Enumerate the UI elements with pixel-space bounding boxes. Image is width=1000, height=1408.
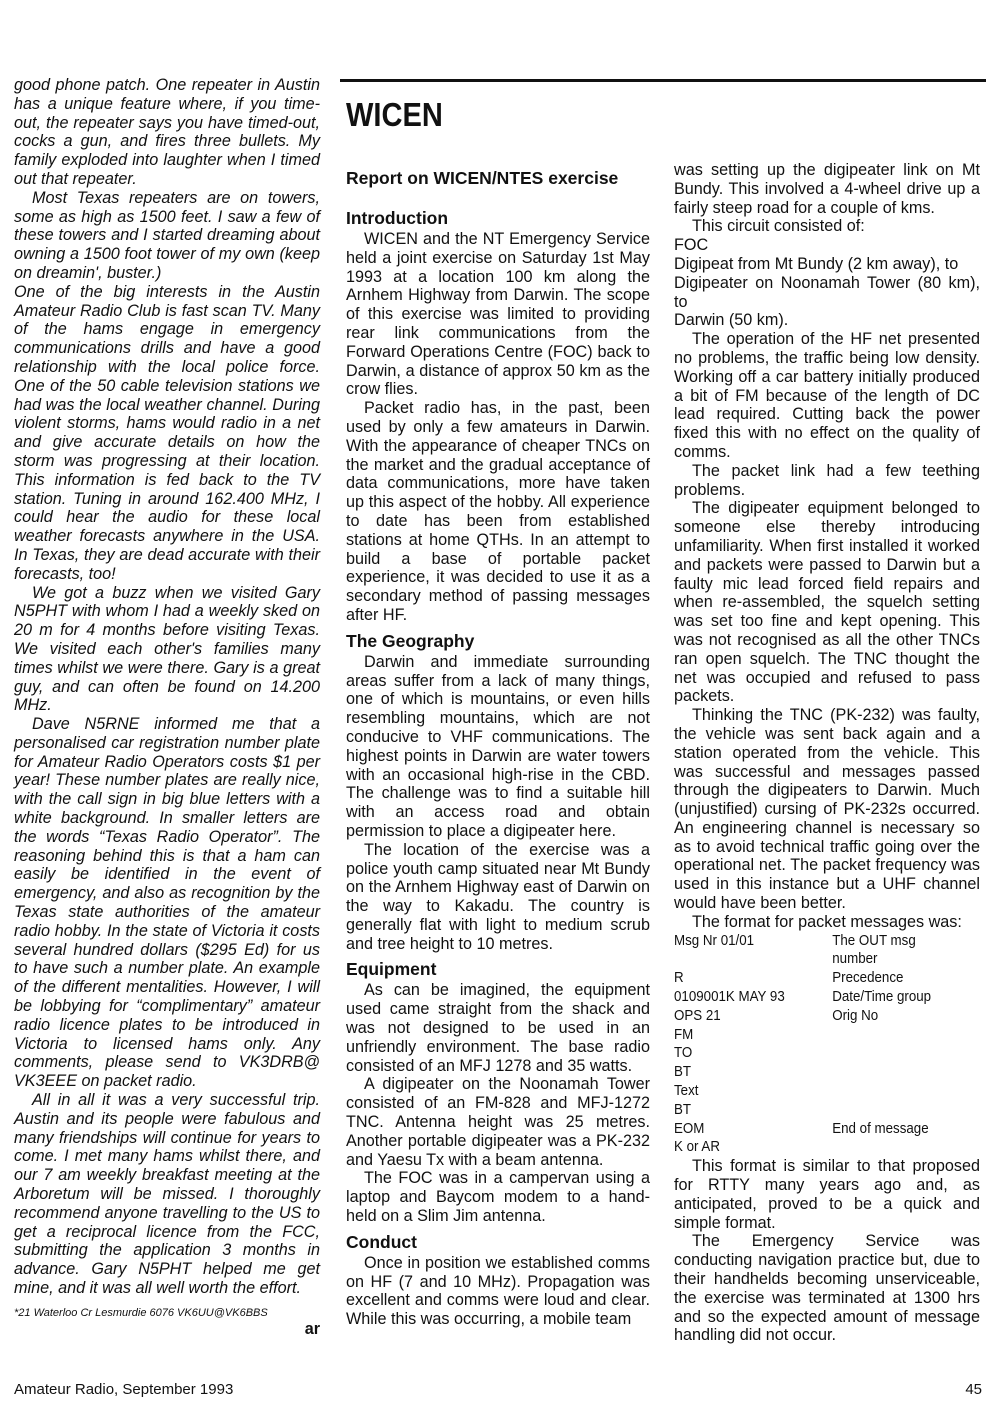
paragraph: The digipeater equipment belonged to someone else thereby introducing unfamiliarity. When first installed it worked and packets were passed to Darwin but a faulty mic lead forced field repairs and when re-assembled, the squelch setting was set too fine and kept opening. This was not recognised as all the other TNCs ran open squelch. The TNC thought the net was occupied and refused to pass packets. — [674, 499, 980, 706]
paragraph: A digipeater on the Noonamah Tower consisted of an FM-828 and MFJ-1272 TNC. Antenna height was 25 metres. Another portable digipeater was a PK-232 and Yaesu Tx with a beam antenna. — [346, 1075, 650, 1169]
format-desc — [832, 1101, 955, 1120]
column-3 — [674, 161, 980, 1345]
section-rule — [340, 79, 986, 82]
format-desc — [832, 1063, 955, 1082]
heading-introduction: Introduction — [346, 208, 449, 228]
circuit-intro: This circuit consisted of: — [692, 217, 865, 236]
author-footnote: *21 Waterloo Cr Lesmurdie 6076 VK6UU@VK6BBS — [14, 1306, 268, 1319]
format-row — [674, 1138, 956, 1157]
format-desc: Date/Time group — [832, 989, 932, 1006]
format-field: FM — [674, 1026, 694, 1043]
paragraph: The operation of the HF net presented no problems, the traffic being low density. Working off a car battery initially produced a bit of FM because of the length of DC lead required. Cutting back the power fixed this with no effect on the quality of comms. — [674, 330, 980, 461]
format-desc — [832, 1026, 955, 1045]
section-title: WICEN — [346, 96, 443, 133]
circuit-line: Digipeat from Mt Bundy (2 km away), to — [674, 254, 959, 273]
heading-equipment: Equipment — [346, 959, 437, 980]
format-desc: Orig No — [832, 1007, 879, 1024]
format-row — [674, 1082, 956, 1101]
column-2 — [346, 168, 650, 1329]
format-row — [674, 1026, 956, 1045]
col1-paragraph: All in all it was a very successful trip. Austin and its people were fabulous and many friendships will continue for years to come. I met many hams whilst there, and our 7 am weekly breakfast meeting at the Arboretum will be missed. I thoroughly recommend anyone travelling to the US to get a reciprocal licence from the FCC, submitting the application 3 months in advance. Gary N5PHT helped me get mine, and it was all well worth the effort. — [14, 1091, 320, 1297]
format-desc: The OUT msg number — [832, 932, 916, 968]
format-field: 0109001K MAY 93 — [674, 989, 785, 1006]
format-field: BT — [674, 1064, 692, 1081]
col1-paragraph: Dave N5RNE informed me that a personalised car registration number plate for Amateur Radio Operators costs $1 per year! These number plates are really nice, with the call sign in big blue letters with a white background. In smaller letters are the words “Texas Radio Operator”. The reasoning behind this is that a ham can easily be identified in the event of emergency, and also as recognition by the Texas state authorities of the amateur radio hobby. In the state of Victoria it costs several hundred dollars ($295 Ed) for us to have such a number plate. An example of the different mentalities. However, I will be lobbying for “complimentary” amateur radio licence plates to be introduced in Victoria to licensed hams only. Any comments, please send to VK3DRB@ VK3EEE on packet radio. — [14, 715, 320, 1091]
format-row — [674, 1101, 956, 1120]
circuit-line: Digipeater on Noonamah Tower (80 km), to — [674, 273, 980, 311]
format-field: Msg Nr 01/01 — [674, 932, 755, 949]
format-row — [674, 1007, 956, 1026]
format-row — [674, 1063, 956, 1082]
paragraph: Packet radio has, in the past, been used by only a few amateurs in Darwin. With the appearance of cheaper TNCs on the market and the gradual acceptance of data communications, more have taken up this aspect of the hobby. All experience to date has been from established stations at home QTHs. In an attempt to build a base of portable packet experience, it was decided to use it as a secondary method of passing messages after HF. — [346, 399, 650, 624]
col1-paragraph: One of the big interests in the Austin Amateur Radio Club is fast scan TV. Many of the hams engage in emergency communications drills and have a good relationship with the local police force. One of the 50 cable television stations we had was the local weather channel. During violent storms, hams would radio in a net and give accurate details on how the storm was progressing at their location. This information is fed back to the TV station. Tuning in around 162.400 MHz, I could hear the audio for these local weather forecasts anywhere in the USA. In Texas, they are dead accurate with their forecasts, too! — [14, 282, 320, 583]
col1-paragraph: We got a buzz when we visited Gary N5PHT with whom I had a weekly sked on 20 m for 4 months before visiting Texas. We visited each other's families many times whilst we were there. Gary is a great guy, and can often be found on 14.200 MHz. — [14, 583, 320, 715]
format-field: OPS 21 — [674, 1007, 721, 1024]
format-desc: Precedence — [832, 970, 904, 987]
format-field: EOM — [674, 1120, 705, 1137]
page-number: 45 — [965, 1381, 982, 1398]
format-field: K or AR — [674, 1139, 720, 1156]
paragraph: The FOC was in a campervan using a laptop and Baycom modem to a hand-held on a Slim Jim antenna. — [346, 1169, 650, 1226]
report-title: Report on WICEN/NTES exercise — [346, 168, 619, 188]
format-desc — [832, 1138, 955, 1157]
format-field: BT — [674, 1101, 692, 1118]
circuit-line: Darwin (50 km). — [674, 311, 789, 330]
format-intro: The format for packet messages was: — [692, 912, 962, 931]
format-row — [674, 1120, 956, 1139]
end-mark: ar — [304, 1319, 320, 1338]
paragraph: Thinking the TNC (PK-232) was faulty, the vehicle was sent back again and a station operated from the vehicle. This was successful and messages passed through the digipeaters to Darwin. Much (unjustified) cursing of PK-232s occurred. An engineering channel is necessary so as to avoid technical traffic going over the operational net. The packet frequency was used in this instance but a UHF channel would have been better. — [674, 706, 980, 913]
paragraph: This format is similar to that proposed for RTTY many years ago and, as anticipated, proved to be a quick and simple format. — [674, 1157, 980, 1232]
format-field: TO — [674, 1045, 693, 1062]
format-desc — [832, 1044, 955, 1063]
footer-publication: Amateur Radio, September 1993 — [14, 1381, 234, 1398]
column-1-article-continuation — [14, 76, 320, 1339]
paragraph: was setting up the digipeater link on Mt Bundy. This involved a 4-wheel drive up a fairly steep road for a couple of kms. — [674, 161, 980, 217]
circuit-line: FOC — [674, 236, 709, 255]
format-row — [674, 988, 956, 1007]
paragraph: Darwin and immediate surrounding areas suffer from a lack of many things, one of which is mountains, or even hills resembling mountains, which are not conducive to VHF communications. The highest points in Darwin are water towers with an occasional high-rise in the CBD. The challenge was to find a suitable hill with an access road and obtain permission to place a digipeater here. — [346, 652, 650, 840]
col1-paragraph: Most Texas repeaters are on towers, some as high as 1500 feet. I saw a few of these towers and I started dreaming about owning a 1500 foot tower of my own (keep on dreamin', buster.) — [14, 188, 320, 282]
paragraph: WICEN and the NT Emergency Service held a joint exercise on Saturday 1st May 1993 at a location 100 km along the Arnhem Highway from Darwin. The scope of this exercise was limited to providing rear link communications from the Forward Operations Centre (FOC) back to Darwin, a distance of approx 50 km as the crow flies. — [346, 230, 650, 399]
format-field: Text — [674, 1083, 699, 1100]
paragraph: The Emergency Service was conducting navigation practice but, due to their handhelds becoming unserviceable, the exercise was terminated at 1300 hrs and so the expected amount of message handling did not occur. — [674, 1232, 980, 1345]
format-desc: End of message — [832, 1120, 929, 1137]
paragraph: As can be imagined, the equipment used came straight from the shack and was not designed to be used in an unfriendly environment. The base radio consisted of an MFJ 1278 and 35 watts. — [346, 981, 650, 1075]
message-format-table — [674, 932, 980, 1158]
format-field: R — [674, 970, 684, 987]
format-row — [674, 932, 956, 970]
format-row — [674, 1044, 956, 1063]
paragraph: Once in position we established comms on HF (7 and 10 MHz). Propagation was excellent and comms were loud and clear. While this was occurring, a mobile team — [346, 1253, 650, 1329]
heading-conduct: Conduct — [346, 1231, 417, 1252]
format-desc — [832, 1082, 955, 1101]
heading-geography: The Geography — [346, 630, 475, 651]
col1-paragraph: good phone patch. One repeater in Austin has a unique feature where, if you time-out, the repeater says you have timed-out, cocks a gun, and fires three bullets. My family exploded into laughter when I timed out that repeater. — [14, 76, 320, 188]
paragraph: The location of the exercise was a police youth camp situated near Mt Bundy on the Arnhem Highway east of Darwin on the way to Kakadu. The country is generally flat with light to medium scrub and tree height to 10 metres. — [346, 840, 650, 953]
format-row — [674, 969, 956, 988]
paragraph: The packet link had a few teething problems. — [674, 461, 980, 499]
